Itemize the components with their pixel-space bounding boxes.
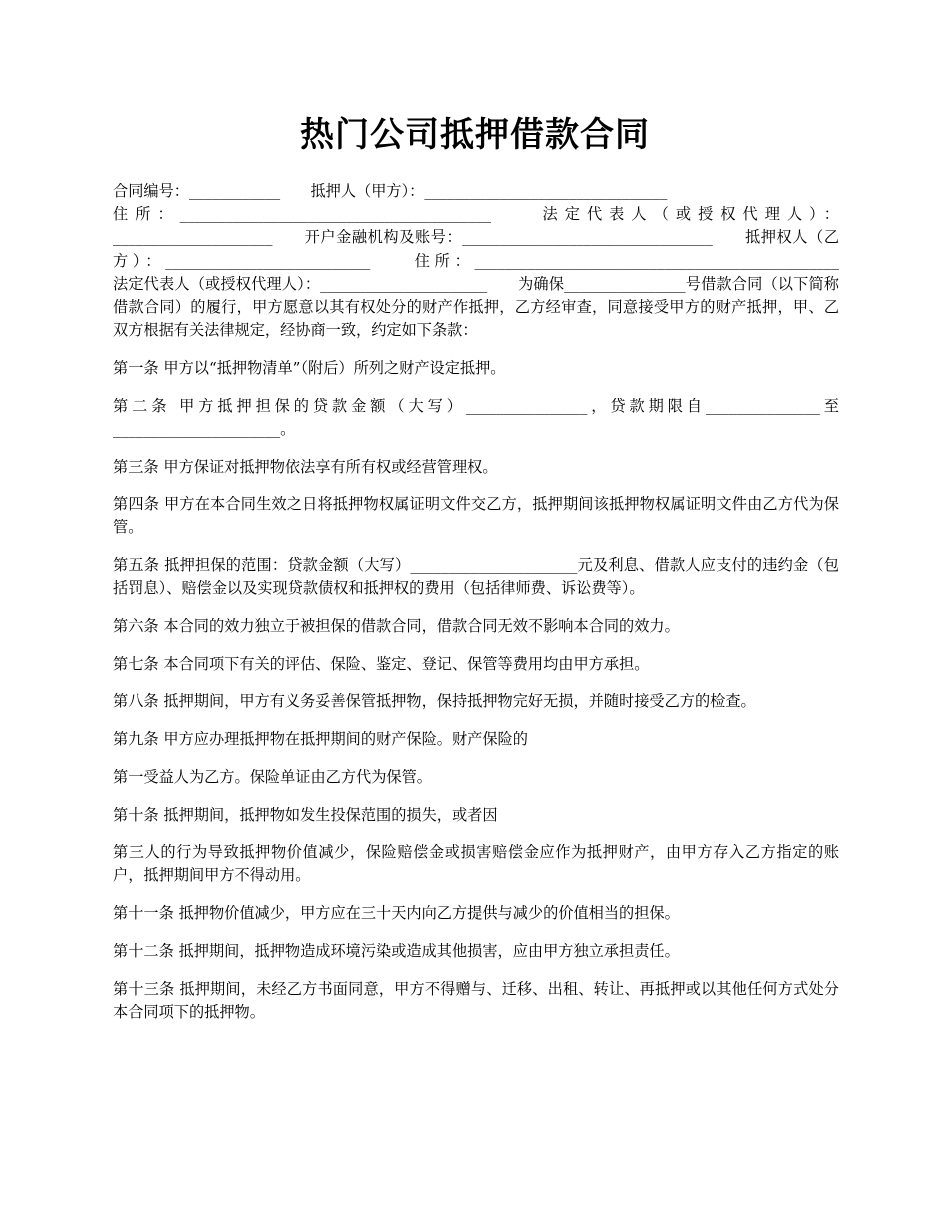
article-9-continued: 第一受益人为乙方。保险单证由乙方代为保管。 [113, 767, 432, 786]
article-13: 第十三条 抵押期间，未经乙方书面同意，甲方不得赠与、迁移、出租、转让、再抵押或以其他任何方式处分本合同项下的抵押物。 [113, 979, 839, 1021]
article-3: 第三条 甲方保证对抵押物依法享有所有权或经营管理权。 [113, 457, 498, 476]
article-5: 第五条 抵押担保的范围：贷款金额（大写）______________________元及利息、借款人应支付的违约金（包括罚息）、赔偿金以及实现贷款债权和抵押权的费用（包括律师费、诉讼费等）。 [113, 556, 839, 598]
document-title: 热门公司抵押借款合同 [300, 115, 650, 155]
article-7: 第七条 本合同项下有关的评估、保险、鉴定、登记、保管等费用均由甲方承担。 [113, 654, 650, 673]
document-body [113, 180, 870, 1038]
article-10-continued: 第三人的行为导致抵押物价值减少，保险赔偿金或损害赔偿金应作为抵押财产，由甲方存入乙方指定的账户，抵押期间甲方不得动用。 [113, 843, 839, 885]
article-6: 第六条 本合同的效力独立于被担保的借款合同，借款合同无效不影响本合同的效力。 [113, 617, 680, 636]
article-12: 第十二条 抵押期间，抵押物造成环境污染或造成其他损害，应由甲方独立承担责任。 [113, 941, 680, 960]
article-9: 第九条 甲方应办理抵押物在抵押期间的财产保险。财产保险的 [113, 730, 528, 749]
article-1: 第一条 甲方以“抵押物清单”（附后）所列之财产设定抵押。 [113, 358, 506, 377]
parties-paragraph: 住所：_________________________________________ 法定代表人（或授权代理人）：_____________________ 开户金融机构及账号：_________________________________ 抵押权人（乙方）：___________________________ 住所：________________________________________________ 法定代表人（或授权代理人）：______________________ 为确保________________号借款合同（以下简称借款合同）的履行，甲方愿意以其有权处分的财产作抵押，乙方经审查，同意接受甲方的财产抵押，甲、乙双方根据有关法律规定，经协商一致，约定如下条款： [113, 205, 870, 340]
contract-number-line: 合同编号：____________ 抵押人（甲方）：________________________________ [113, 182, 668, 200]
article-2: 第二条 甲方抵押担保的贷款金额（大写）________________，贷款期限自_______________至______________________。 [113, 396, 839, 438]
article-11: 第十一条 抵押物价值减少，甲方应在三十天内向乙方提供与减少的价值相当的担保。 [113, 904, 680, 923]
article-10: 第十条 抵押期间，抵押物如发生投保范围的损失，或者因 [113, 805, 498, 824]
article-8: 第八条 抵押期间，甲方有义务妥善保管抵押物，保持抵押物完好无损，并随时接受乙方的检查。 [113, 692, 756, 711]
article-4: 第四条 甲方在本合同生效之日将抵押物权属证明文件交乙方，抵押期间该抵押物权属证明文件由乙方代为保管。 [113, 495, 839, 537]
